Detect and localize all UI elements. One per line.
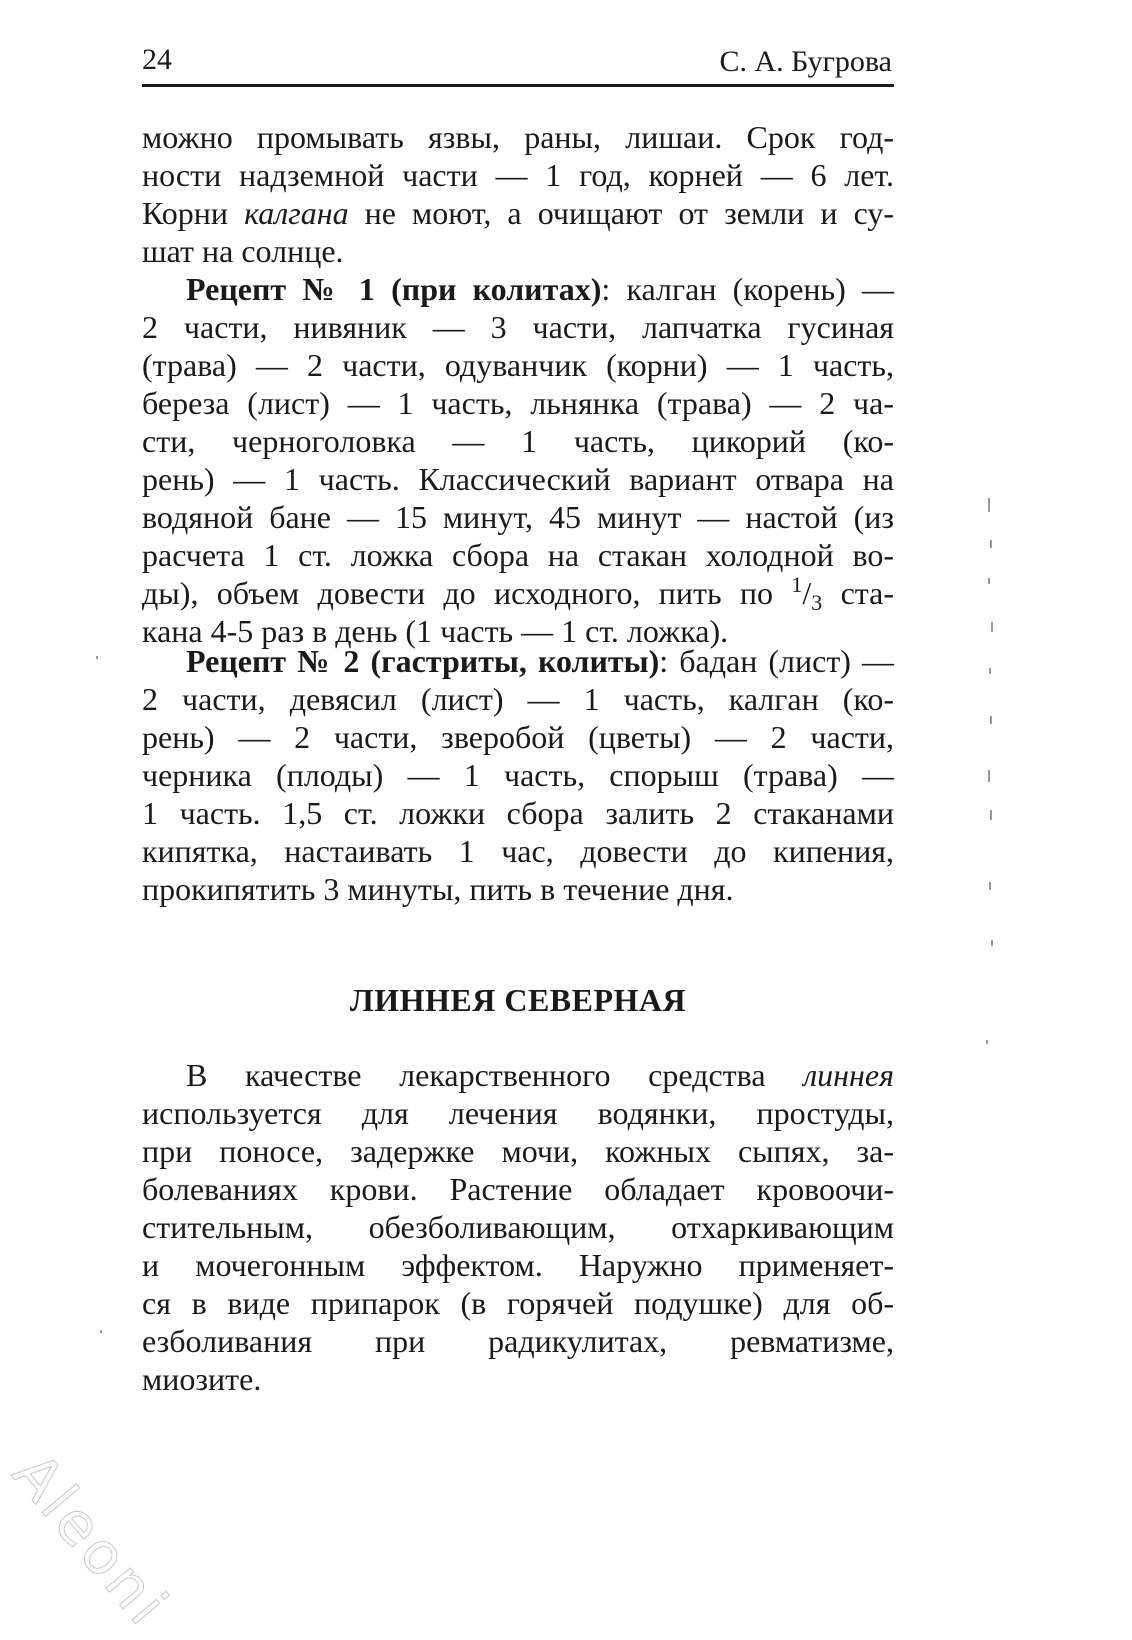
recipe-1-paragraph xyxy=(142,270,894,650)
running-header xyxy=(142,40,894,87)
italic-term: калгана xyxy=(244,195,349,231)
text-fragment: : бадан (лист) — xyxy=(659,643,895,679)
scan-speck xyxy=(990,540,992,548)
text-line: кана 4-5 раз в день (1 часть — 1 ст. ложка). xyxy=(142,613,729,649)
scan-speck xyxy=(986,1040,988,1044)
text-line: рень) — 2 части, зверобой (цветы) — 2 части, xyxy=(142,719,894,755)
fraction-denominator: 3 xyxy=(811,590,823,615)
text-line xyxy=(142,572,894,615)
text-line: черника (плоды) — 1 часть, спорыш (трава) — xyxy=(142,757,894,793)
text-line xyxy=(142,642,894,680)
text-line: 2 части, нивяник — 3 части, лапчатка гусиная xyxy=(142,309,894,345)
text-line: рень) — 1 часть. Классический вариант отвара на xyxy=(142,461,894,497)
text-line: болеваниях крови. Растение обладает кровоочи- xyxy=(142,1171,894,1207)
scan-speck xyxy=(991,622,993,632)
fraction-numerator: 1 xyxy=(791,572,803,597)
text-line: береза (лист) — 1 часть, льнянка (трава) — 2 ча- xyxy=(142,385,894,421)
text-line: прокипятить 3 минуты, пить в течение дня. xyxy=(142,871,734,907)
recipe-1-title: Рецепт № 1 (при колитах) xyxy=(186,271,602,307)
italic-term: линнея xyxy=(803,1057,894,1093)
text-line xyxy=(142,270,894,308)
scan-speck xyxy=(988,498,990,512)
text-line: водяной бане — 15 минут, 45 минут — настой (из xyxy=(142,499,894,535)
text-line: используется для лечения водянки, простуды, xyxy=(142,1095,894,1131)
scan-speck xyxy=(988,578,990,584)
linnea-paragraph xyxy=(142,1056,894,1398)
text-fragment: Корни xyxy=(142,195,245,231)
text-line: сти, черноголовка — 1 часть, цикорий (ко- xyxy=(142,423,894,459)
scan-speck xyxy=(100,1330,102,1333)
text-fragment: В качестве лекарственного средства xyxy=(186,1057,804,1093)
running-author: С. А. Бугрова xyxy=(719,45,892,78)
text-line: (трава) — 2 части, одуванчик (корни) — 1 часть, xyxy=(142,347,894,383)
text-line xyxy=(142,194,894,232)
text-fragment: : калган (корень) — xyxy=(601,271,894,307)
text-line: миозите. xyxy=(142,1361,262,1397)
scan-speck xyxy=(991,940,993,946)
text-line: 2 части, девясил (лист) — 1 часть, калган (ко- xyxy=(142,681,894,717)
text-fragment: ста- xyxy=(822,575,894,611)
text-line: расчета 1 ст. ложка сбора на стакан холодной во- xyxy=(142,537,894,573)
scan-speck xyxy=(989,668,991,674)
text-line: при поносе, задержке мочи, кожных сыпях, за- xyxy=(142,1133,894,1169)
text-line: кипятка, настаивать 1 час, довести до кипения, xyxy=(142,833,894,869)
scan-speck xyxy=(96,656,98,659)
recipe-2-title: Рецепт № 2 (гастриты, колиты) xyxy=(186,643,660,679)
text-line xyxy=(142,1056,894,1094)
recipe-2-paragraph xyxy=(142,642,894,908)
text-fragment: не моют, а очищают от земли и су- xyxy=(348,195,895,231)
scan-speck xyxy=(989,882,991,890)
text-line: шат на солнце. xyxy=(142,233,344,269)
scan-speck xyxy=(990,810,992,820)
scan-speck xyxy=(988,770,990,782)
text-line: можно промывать язвы, раны, лишаи. Срок год- xyxy=(142,119,894,155)
text-line: 1 часть. 1,5 ст. ложки сбора залить 2 стаканами xyxy=(142,795,894,831)
watermark: Aleoni xyxy=(0,1440,184,1640)
page-number: 24 xyxy=(142,43,172,76)
section-heading: ЛИННЕЯ СЕВЕРНАЯ xyxy=(349,982,687,1018)
text-line: ся в виде припарок (в горячей подушке) для об- xyxy=(142,1285,894,1321)
text-line: езболивания при радикулитах, ревматизме, xyxy=(142,1323,894,1359)
intro-paragraph xyxy=(142,118,894,270)
text-line: и мочегонным эффектом. Наружно применяет- xyxy=(142,1247,894,1283)
fraction-slash: / xyxy=(802,575,812,611)
text-line: стительным, обезболивающим, отхаркивающим xyxy=(142,1209,894,1245)
text-line: ности надземной части — 1 год, корней — 6 лет. xyxy=(142,157,894,193)
text-fragment: ды), объем довести до исходного, пить по xyxy=(142,575,792,611)
scan-speck xyxy=(990,716,992,724)
